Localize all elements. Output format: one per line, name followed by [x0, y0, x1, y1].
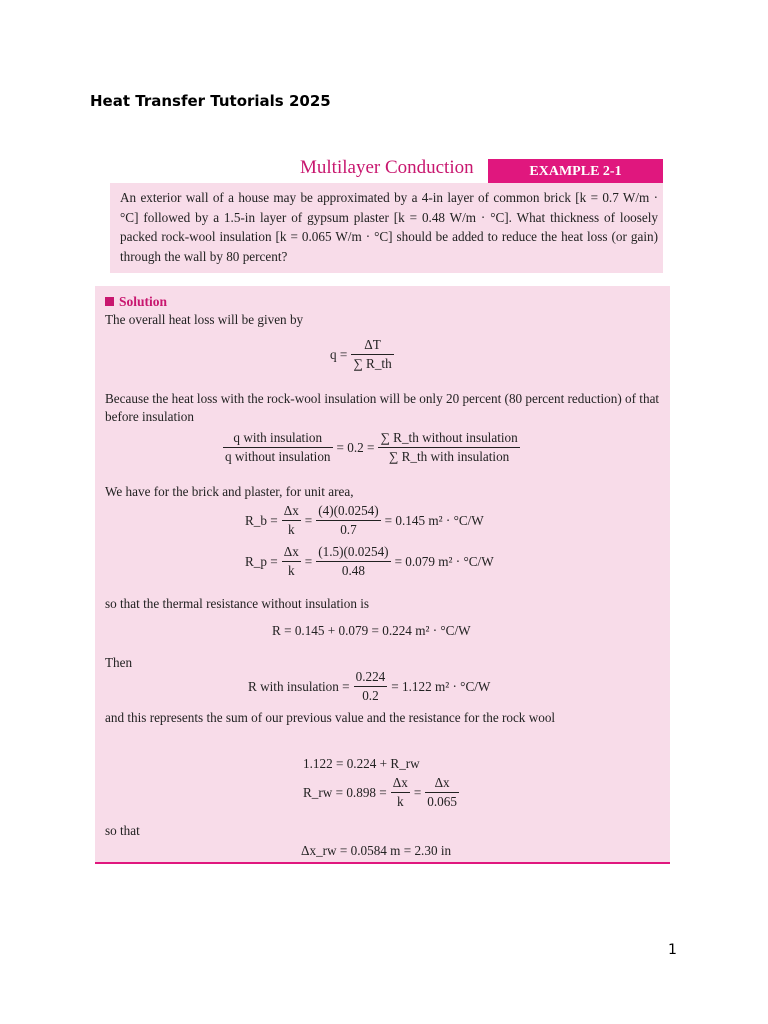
equation-rockwool-resistance: R_rw = 0.898 = $\frac{\Delta x}{k}$ = $\frac{\Delta x}{0.065}$ [303, 775, 457, 809]
equation-with-insulation: R with insulation = $\frac{0.224}{0.2}$ = 1.122 m² · °C/W [248, 669, 491, 703]
solution-heading: Solution [105, 294, 663, 310]
page-number: 1 [668, 942, 677, 958]
document-title: Heat Transfer Tutorials 2025 [90, 92, 331, 110]
solution-box [95, 286, 670, 864]
equation-brick-resistance: R_b = $\frac{\Delta x}{k}$ = $\frac{(4)(0.0254)}{0.7}$ = 0.145 m² · °C/W [245, 503, 484, 537]
problem-text: An exterior wall of a house may be approximated by a 4-in layer of common brick [k = 0.7 W/m · °C] followed by a 1.5-in layer of gypsum plaster [k = 0.48 W/m · °C]. What thickness of loosely packed rock-wool insulation [k = 0.065 W/m · °C] should be added to reduce the heat loss (or gain) through the wall by 80 percent? [120, 190, 658, 264]
example-tag: EXAMPLE 2-1 [488, 159, 663, 184]
solution-paragraph-2: Because the heat loss with the rock-wool insulation will be only 20 percent (80 percent reduction) of that before insulation [105, 391, 660, 424]
section-title: Multilayer Conduction [300, 157, 474, 178]
square-bullet-icon [105, 297, 114, 306]
solution-paragraph-6: and this represents the sum of our previous value and the resistance for the rock wool [105, 710, 556, 725]
solution-paragraph-1: The overall heat loss will be given by [105, 312, 304, 327]
solution-paragraph-4: so that the thermal resistance without insulation is [105, 596, 370, 611]
equation-total-resistance: R = 0.145 + 0.079 = 0.224 m² · °C/W [272, 623, 471, 638]
equation-thickness-result: Δx_rw = 0.0584 m = 2.30 in [301, 843, 452, 858]
solution-paragraph-7: so that [105, 823, 140, 838]
equation-heat-loss: q = $\frac{\Delta T}{\sum R\_th}$ [330, 337, 392, 371]
problem-statement [110, 183, 663, 273]
solution-paragraph-3: We have for the brick and plaster, for unit area, [105, 484, 354, 499]
example-header [110, 157, 663, 184]
equation-plaster-resistance: R_p = $\frac{\Delta x}{k}$ = $\frac{(1.5)(0.0254)}{0.48}$ = 0.079 m² · °C/W [245, 544, 494, 578]
equation-sum: 1.122 = 0.224 + R_rw [303, 756, 420, 771]
solution-paragraph-5: Then [105, 655, 133, 670]
equation-ratio: $\frac{\text{q with insulation}}{\text{q without insulation}}$ = 0.2 = $\frac{\text{∑ R\_th without insulation}}{\text{∑ R\_th with insulation}}$ [225, 430, 518, 464]
